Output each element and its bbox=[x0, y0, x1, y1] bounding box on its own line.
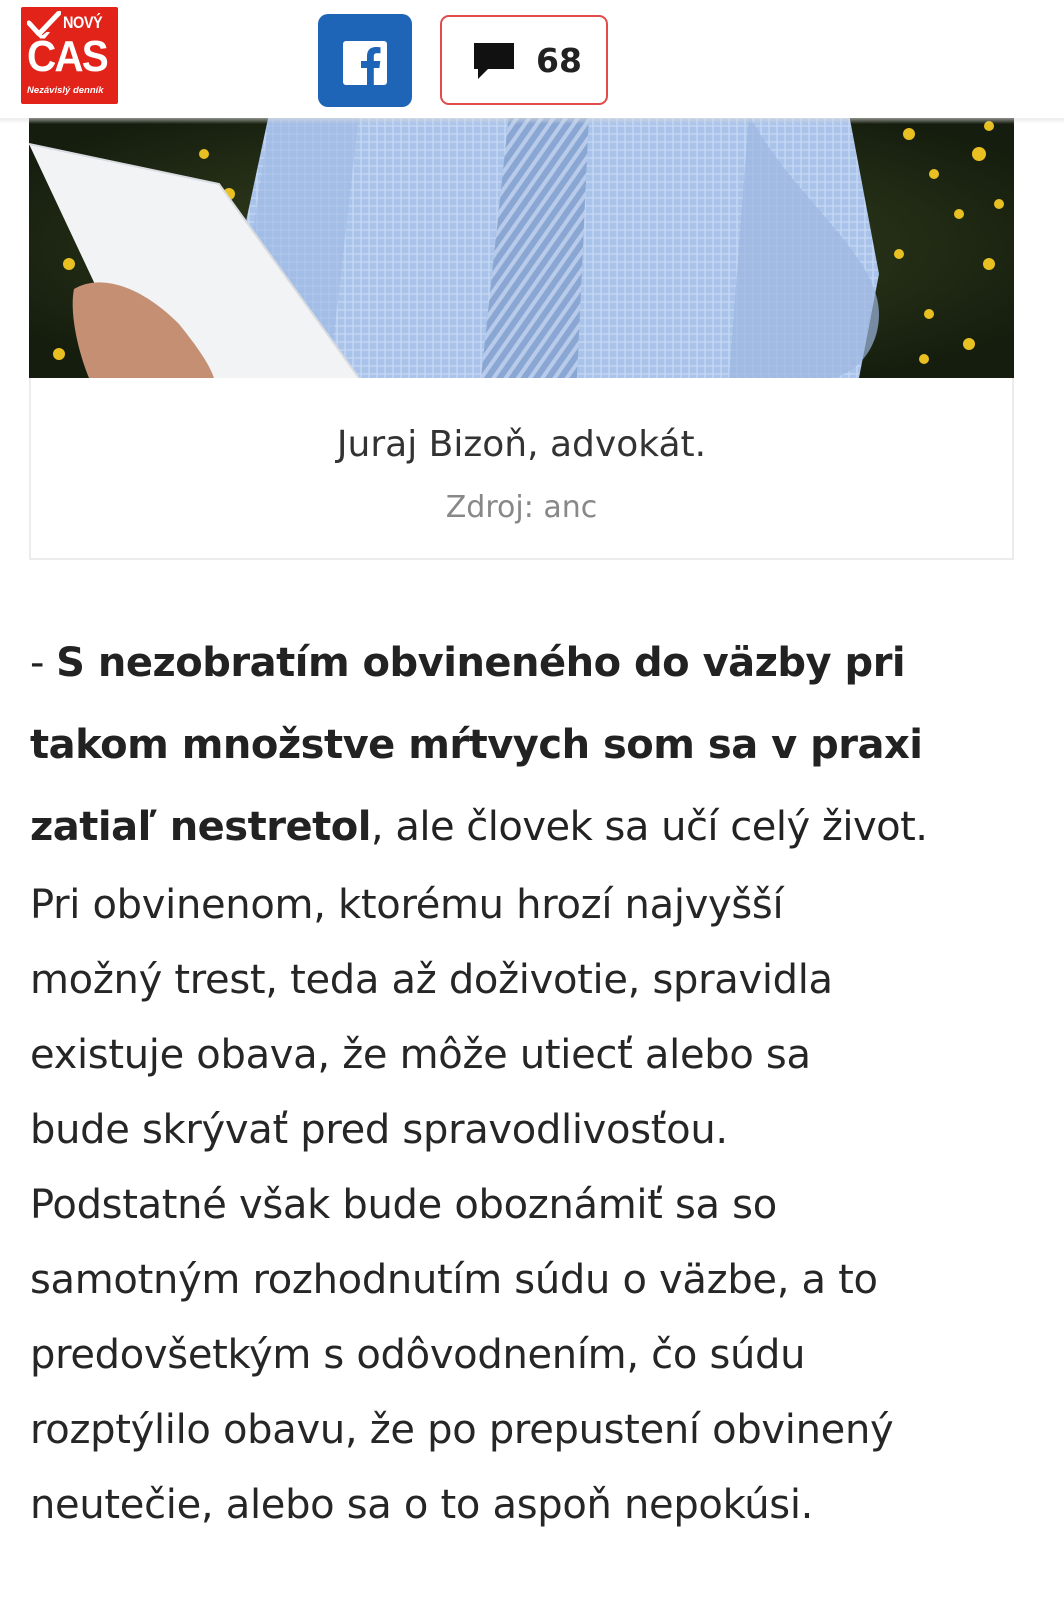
paragraph-line: samotným rozhodnutím súdu o väzbe, a to bbox=[30, 1257, 878, 1303]
article-body bbox=[30, 622, 1030, 1543]
comments-button[interactable] bbox=[440, 15, 608, 105]
paragraph-line: existuje obava, že môže utiecť alebo sa bbox=[30, 1032, 811, 1078]
site-header bbox=[0, 0, 1064, 118]
article-photo[interactable] bbox=[29, 114, 1014, 378]
quote-bold-text: S nezobratím obvineného do väzby pri bbox=[56, 640, 906, 686]
photo-source: Zdroj: anc bbox=[445, 490, 598, 525]
quote-line-3 bbox=[30, 786, 1030, 868]
paragraph-line: možný trest, teda až doživotie, spravidla bbox=[30, 957, 833, 1003]
quote-line-1 bbox=[30, 622, 1030, 704]
novy-cas-logo[interactable] bbox=[21, 7, 118, 104]
quote-continuation: , ale človek sa učí celý život. bbox=[370, 804, 928, 850]
quote-dash: - bbox=[30, 640, 57, 686]
logo-top-text: NOVÝ bbox=[63, 13, 103, 32]
photo-caption: Juraj Bizoň, advokát. bbox=[336, 424, 707, 465]
paragraph-line: bude skrývať pred spravodlivosťou. bbox=[30, 1107, 728, 1153]
facebook-share-button[interactable] bbox=[318, 14, 412, 107]
comments-count: 68 bbox=[536, 41, 582, 80]
paragraph-line: predovšetkým s odôvodnením, čo súdu bbox=[30, 1332, 806, 1378]
logo-sub-text: Nezávislý denník bbox=[27, 85, 104, 96]
paragraph-line: Podstatné však bude oboznámiť sa so bbox=[30, 1182, 777, 1228]
quote-bold-text: zatiaľ nestretol bbox=[30, 804, 371, 850]
paragraph-line: Pri obvinenom, ktorému hrozí najvyšší bbox=[30, 882, 784, 928]
facebook-f-icon bbox=[343, 41, 387, 85]
logo-main-text: ČAS bbox=[27, 32, 107, 81]
paragraph-line: rozptýlilo obavu, že po prepustení obvinený bbox=[30, 1407, 894, 1453]
quote-line-2: takom množstve mŕtvych som sa v praxi bbox=[30, 722, 923, 768]
paragraph-line: neutečie, alebo sa o to aspoň nepokúsi. bbox=[30, 1482, 814, 1528]
photo-image bbox=[29, 114, 1014, 378]
speech-bubble-icon bbox=[472, 41, 516, 81]
